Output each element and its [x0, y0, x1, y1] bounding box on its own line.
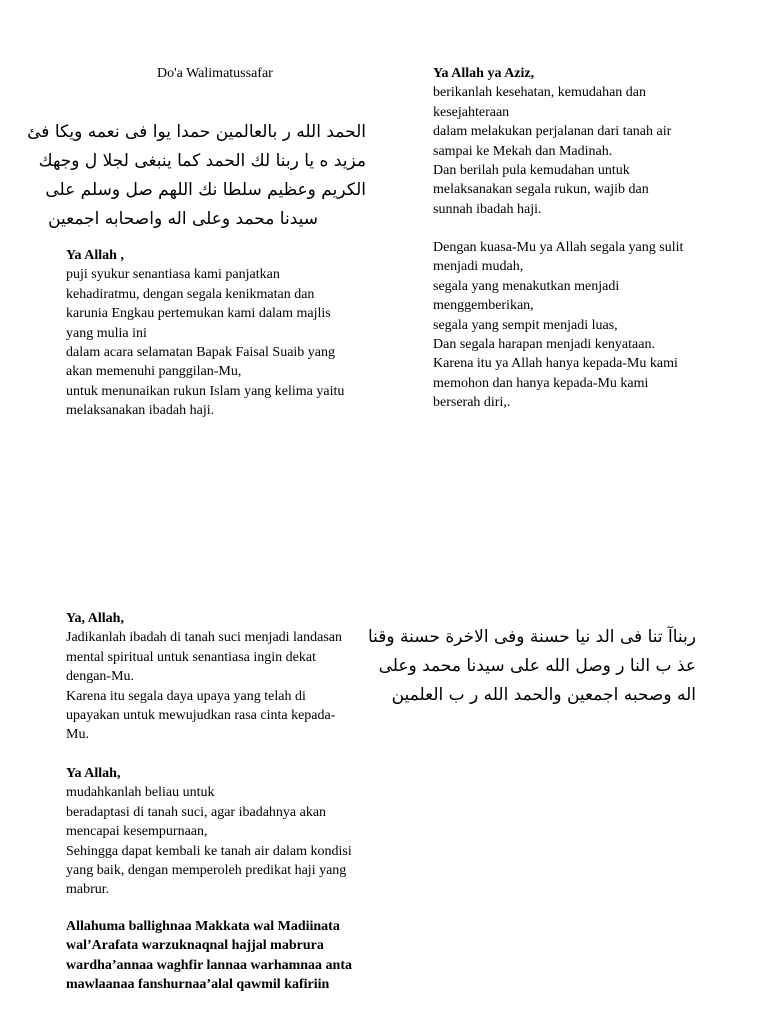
transliteration-line: wal’Arafata warzuknaqnal hajjal mabrura [66, 938, 324, 954]
paragraph-line: upayakan untuk mewujudkan rasa cinta kepada- [66, 708, 336, 724]
paragraph-line: mental spiritual untuk senantiasa ingin dekat [66, 649, 316, 665]
paragraph-line: untuk menunaikan rukun Islam yang kelima yaitu [66, 383, 345, 399]
paragraph-line: mabrur. [66, 882, 110, 898]
arabic-line: الكريم وعظيم سلطا نك اللهم صل وسلم على [45, 180, 366, 200]
paragraph-line: dalam melakukan perjalanan dari tanah air [433, 124, 672, 140]
paragraph-ya-allah-2 [66, 609, 386, 745]
paragraph-line: akan memenuhi panggilan-Mu, [66, 364, 242, 380]
paragraph-line: menggemberikan, [433, 298, 534, 314]
paragraph-line: melaksanakan ibadah haji. [66, 403, 215, 419]
arabic-opening-prayer [27, 118, 366, 234]
paragraph-heading: Ya Allah, [66, 766, 121, 781]
paragraph-line: dalam acara selamatan Bapak Faisal Suaib yang [66, 345, 336, 361]
paragraph-line: Dengan kuasa-Mu ya Allah segala yang sulit [433, 240, 684, 255]
paragraph-line: berserah diri,. [433, 395, 511, 411]
paragraph-line: Karena itu segala daya upaya yang telah di [66, 688, 306, 704]
paragraph-line: melaksanakan segala rukun, wajib dan [433, 182, 649, 198]
paragraph-line: puji syukur senantiasa kami panjatkan [66, 267, 280, 283]
paragraph-ya-allah [66, 246, 386, 421]
arabic-line: اله وصحبه اجمعين والحمد الله ر ب العلمين [391, 685, 696, 705]
paragraph-line: mencapai kesempurnaan, [66, 824, 208, 840]
paragraph-line: yang baik, dengan memperoleh predikat haji yang [66, 863, 347, 879]
paragraph-ya-allah-3 [66, 764, 386, 900]
paragraph-heading: Ya, Allah, [66, 611, 124, 626]
paragraph-line: beradaptasi di tanah suci, agar ibadahnya akan [66, 804, 327, 820]
paragraph-dengan-kuasa [433, 238, 733, 413]
paragraph-line: menjadi mudah, [433, 259, 524, 275]
paragraph-line: sunnah ibadah haji. [433, 201, 542, 217]
paragraph-line: kehadiratmu, dengan segala kenikmatan dan [66, 286, 315, 302]
transliteration-line: mawlaanaa fanshurnaa’alal qawmil kafiriin [66, 977, 330, 993]
arabic-line: مزيد ه يا ربنا لك الحمد كما ينبغى لجلا ل وجهك [38, 151, 366, 171]
paragraph-line: Mu. [66, 727, 89, 743]
paragraph-line: Jadikanlah ibadah di tanah suci menjadi landasan [66, 630, 343, 646]
paragraph-line: segala yang menakutkan menjadi [433, 278, 620, 294]
arabic-line: سيدنا محمد وعلى اله واصحابه اجمعين [48, 209, 318, 229]
transliteration-line: Allahuma ballighnaa Makkata wal Madiinata [66, 919, 340, 934]
paragraph-line: Dan berilah pula kemudahan untuk [433, 163, 630, 179]
closing-transliteration [66, 917, 386, 995]
paragraph-line: Sehingga dapat kembali ke tanah air dalam kondisi [66, 843, 352, 859]
paragraph-line: mudahkanlah beliau untuk [66, 785, 215, 801]
paragraph-line: dengan-Mu. [66, 669, 135, 685]
paragraph-line: yang mulia ini [66, 325, 147, 341]
paragraph-line: kesejahteraan [433, 104, 510, 120]
paragraph-line: segala yang sempit menjadi luas, [433, 317, 618, 333]
paragraph-line: Karena itu ya Allah hanya kepada-Mu kami [433, 356, 678, 372]
paragraph-heading: Ya Allah ya Aziz, [433, 66, 535, 81]
arabic-line: الحمد الله ر بالعالمين حمدا يوا فى نعمه ويكا فئ [27, 122, 366, 142]
paragraph-line: memohon dan hanya kepada-Mu kami [433, 375, 649, 391]
paragraph-ya-allah-ya-aziz [433, 64, 733, 219]
arabic-closing-prayer [367, 623, 696, 710]
paragraph-line: berikanlah kesehatan, kemudahan dan [433, 85, 647, 101]
paragraph-line: sampai ke Mekah dan Madinah. [433, 143, 613, 159]
paragraph-line: Dan segala harapan menjadi kenyataan. [433, 337, 655, 353]
paragraph-heading: Ya Allah , [66, 248, 124, 263]
document-title: Do'a Walimatussafar [157, 66, 273, 81]
paragraph-line: karunia Engkau pertemukan kami dalam majlis [66, 306, 331, 322]
arabic-line: ربناآ تنا فى الد نيا حسنة وفى الاخرة حسنة وقنا [367, 627, 696, 647]
arabic-line: عذ ب النا ر وصل الله على سيدنا محمد وعلى [378, 656, 696, 676]
transliteration-line: wardha’annaa waghfir lannaa warhamnaa anta [66, 957, 353, 973]
